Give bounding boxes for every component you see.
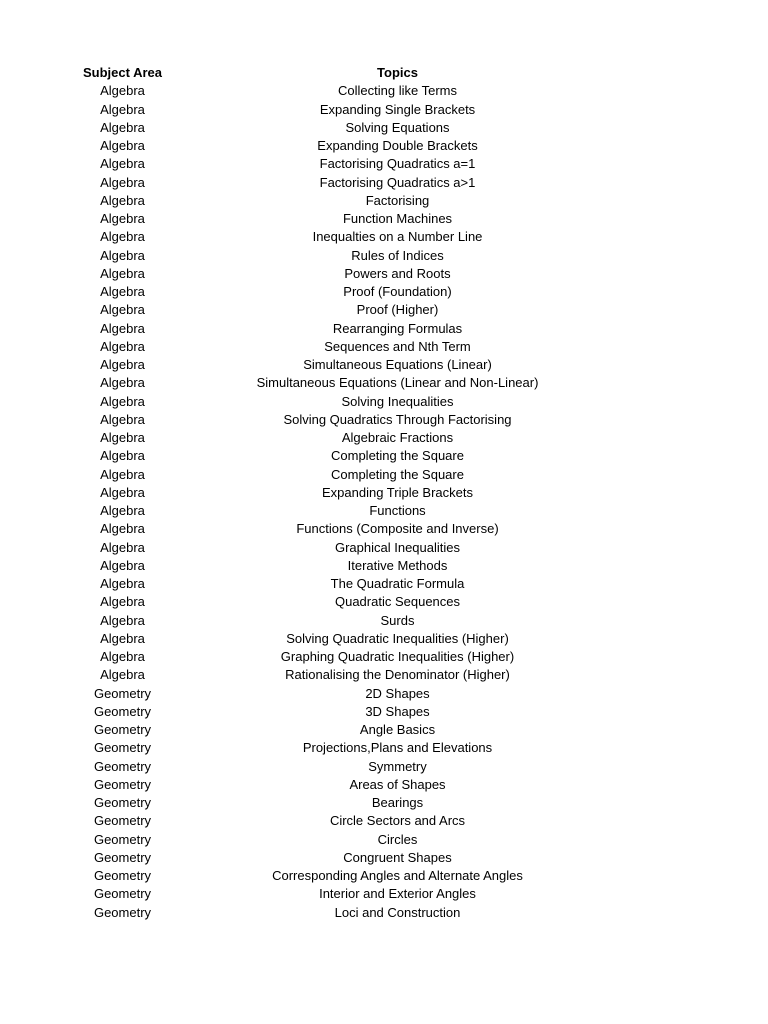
table-row	[0, 155, 768, 173]
subject-area-text: Algebra	[100, 612, 145, 628]
topic-cell	[245, 356, 768, 374]
subject-area-text: Algebra	[100, 156, 145, 172]
table-row	[0, 101, 768, 119]
topic-text: Factorising	[365, 192, 430, 208]
table-row	[0, 812, 768, 830]
subject-area-text: Geometry	[93, 722, 152, 737]
topic-text: Interior and Exterior Angles	[319, 886, 476, 902]
table-row	[0, 630, 768, 648]
subject-area-text: Algebra	[100, 557, 145, 573]
topic-cell	[245, 374, 768, 392]
table-row	[0, 411, 768, 429]
table-row	[0, 520, 768, 538]
topic-text: Simultaneous Equations (Linear and Non-Linear)	[256, 375, 539, 391]
subject-area-header-label: Subject Area	[83, 65, 162, 80]
topic-text: The Quadratic Formula	[330, 576, 465, 591]
subject-area-text: Algebra	[100, 229, 145, 245]
topics-sheet	[0, 64, 768, 922]
table-row	[0, 849, 768, 867]
topic-text: Rules of Indices	[351, 247, 444, 263]
subject-area-text: Geometry	[93, 776, 152, 792]
topic-cell	[245, 867, 768, 885]
table-row	[0, 283, 768, 301]
topic-text: Bearings	[371, 795, 424, 810]
table-row	[0, 338, 768, 356]
topic-text: Expanding Double Brackets	[317, 138, 478, 153]
subject-area-text: Algebra	[100, 284, 145, 299]
topic-text: 2D Shapes	[365, 685, 430, 701]
topic-cell	[245, 119, 768, 137]
table-row	[0, 831, 768, 849]
table-row	[0, 685, 768, 703]
topic-text: Graphical Inequalities	[334, 539, 461, 555]
subject-area-text: Algebra	[100, 265, 145, 281]
topic-cell	[245, 301, 768, 319]
topic-cell	[245, 885, 768, 903]
topic-cell	[245, 703, 768, 721]
topic-cell	[245, 849, 768, 867]
subject-area-text: Algebra	[100, 247, 145, 263]
topic-cell	[245, 794, 768, 812]
topic-text: Corresponding Angles and Alternate Angles	[272, 868, 523, 883]
subject-area-text: Algebra	[100, 83, 145, 99]
topic-text: Areas of Shapes	[349, 776, 446, 792]
topics-table	[0, 64, 768, 922]
topic-text: Simultaneous Equations (Linear)	[303, 357, 492, 372]
topic-text: Inequalties on a Number Line	[312, 229, 483, 245]
topic-cell	[245, 812, 768, 830]
topic-text: Quadratic Sequences	[334, 594, 461, 610]
topic-text: Angle Basics	[359, 722, 436, 737]
topic-text: Proof (Higher)	[356, 302, 439, 318]
table-row	[0, 301, 768, 319]
topic-text: Rationalising the Denominator (Higher)	[285, 667, 510, 683]
topic-cell	[245, 685, 768, 703]
topic-text: Loci and Construction	[334, 904, 461, 920]
table-row	[0, 703, 768, 721]
topic-cell	[245, 831, 768, 849]
topic-cell	[245, 520, 768, 538]
subject-area-text: Geometry	[93, 868, 152, 883]
topic-text: Proof (Foundation)	[343, 284, 452, 299]
subject-area-text: Geometry	[93, 685, 152, 701]
subject-area-text: Geometry	[93, 849, 152, 865]
subject-area-text: Geometry	[93, 904, 152, 920]
table-row	[0, 721, 768, 739]
topic-cell	[245, 192, 768, 210]
topic-cell	[245, 429, 768, 447]
table-row	[0, 228, 768, 246]
topic-cell	[245, 137, 768, 155]
topic-text: Completing the Square	[331, 448, 464, 464]
topic-text: Factorising Quadratics a>1	[319, 174, 476, 190]
subject-area-text: Algebra	[100, 211, 145, 226]
table-row	[0, 539, 768, 557]
topic-cell	[245, 612, 768, 630]
subject-area-text: Algebra	[100, 484, 145, 500]
topic-cell	[245, 411, 768, 429]
table-row	[0, 447, 768, 465]
topic-text: Expanding Triple Brackets	[321, 484, 474, 500]
table-row	[0, 904, 768, 922]
topic-text: Circle Sectors and Arcs	[329, 813, 466, 829]
topics-header-label: Topics	[377, 65, 418, 80]
subject-area-text: Algebra	[100, 649, 145, 664]
topic-cell	[245, 338, 768, 356]
table-row	[0, 320, 768, 338]
subject-area-text: Algebra	[100, 539, 145, 555]
topic-text: Functions (Composite and Inverse)	[296, 521, 499, 537]
topic-cell	[245, 174, 768, 192]
subject-area-text: Algebra	[100, 667, 145, 683]
topic-cell	[245, 904, 768, 922]
table-row	[0, 192, 768, 210]
subject-area-text: Geometry	[93, 886, 152, 902]
subject-area-text: Algebra	[100, 119, 145, 135]
topic-text: Projections,Plans and Elevations	[302, 740, 493, 756]
topic-text: Powers and Roots	[344, 265, 451, 281]
topic-cell	[245, 630, 768, 648]
topic-cell	[245, 484, 768, 502]
topics-table-body	[0, 82, 768, 922]
topics-header	[245, 64, 768, 82]
subject-area-text: Algebra	[100, 393, 145, 409]
topic-text: Sequences and Nth Term	[324, 338, 471, 354]
table-row	[0, 557, 768, 575]
subject-area-text: Algebra	[100, 576, 145, 591]
subject-area-text: Geometry	[93, 740, 152, 756]
topic-cell	[245, 247, 768, 265]
table-row	[0, 593, 768, 611]
table-row	[0, 393, 768, 411]
table-row	[0, 502, 768, 520]
topic-cell	[245, 466, 768, 484]
table-row	[0, 374, 768, 392]
subject-area-text: Algebra	[100, 411, 145, 427]
topic-text: Solving Equations	[345, 119, 450, 135]
table-row	[0, 247, 768, 265]
topic-text: Surds	[380, 612, 415, 628]
subject-area-text: Algebra	[100, 101, 145, 117]
subject-area-text: Algebra	[100, 138, 145, 153]
subject-area-text: Algebra	[100, 503, 145, 518]
topic-text: 3D Shapes	[365, 703, 430, 719]
topic-text: Expanding Single Brackets	[319, 101, 476, 117]
topic-cell	[245, 320, 768, 338]
topic-text: Congruent Shapes	[343, 849, 452, 865]
table-row	[0, 484, 768, 502]
subject-area-text: Geometry	[93, 831, 152, 847]
table-row	[0, 666, 768, 684]
topic-text: Iterative Methods	[347, 557, 448, 573]
topic-cell	[245, 575, 768, 593]
table-row	[0, 776, 768, 794]
subject-area-text: Algebra	[100, 192, 145, 208]
topic-cell	[245, 776, 768, 794]
table-row	[0, 265, 768, 283]
topic-text: Algebraic Fractions	[341, 430, 454, 445]
topic-cell	[245, 648, 768, 666]
subject-area-text: Algebra	[100, 430, 145, 445]
topic-cell	[245, 502, 768, 520]
table-row	[0, 648, 768, 666]
table-row	[0, 466, 768, 484]
subject-area-text: Algebra	[100, 594, 145, 610]
table-row	[0, 119, 768, 137]
table-row	[0, 739, 768, 757]
subject-area-text: Algebra	[100, 338, 145, 354]
topic-cell	[245, 228, 768, 246]
subject-area-text: Algebra	[100, 630, 145, 646]
topic-text: Factorising Quadratics a=1	[319, 156, 476, 172]
topic-text: Completing the Square	[331, 466, 464, 482]
subject-area-text: Algebra	[100, 357, 145, 372]
topic-cell	[245, 283, 768, 301]
topic-cell	[245, 739, 768, 757]
topic-text: Functions	[369, 503, 426, 518]
topic-text: Function Machines	[342, 211, 453, 226]
topic-text: Collecting like Terms	[338, 83, 457, 99]
topic-text: Solving Quadratics Through Factorising	[283, 411, 512, 427]
topic-text: Graphing Quadratic Inequalities (Higher)	[280, 649, 515, 664]
subject-area-text: Algebra	[100, 375, 145, 391]
topic-cell	[245, 557, 768, 575]
subject-area-text: Algebra	[100, 174, 145, 190]
topic-cell	[245, 666, 768, 684]
table-row	[0, 575, 768, 593]
subject-area-text: Geometry	[93, 813, 152, 829]
topic-cell	[245, 758, 768, 776]
subject-area-text: Algebra	[100, 521, 145, 537]
topic-cell	[245, 447, 768, 465]
topic-cell	[245, 210, 768, 228]
table-row	[0, 885, 768, 903]
subject-area-text: Geometry	[93, 795, 152, 810]
topic-cell	[245, 155, 768, 173]
table-row	[0, 612, 768, 630]
topic-cell	[245, 721, 768, 739]
topic-text: Solving Inequalities	[341, 393, 454, 409]
topic-cell	[245, 265, 768, 283]
subject-area-text: Geometry	[93, 703, 152, 719]
topic-text: Solving Quadratic Inequalities (Higher)	[286, 630, 509, 646]
subject-area-text: Algebra	[100, 302, 145, 318]
topic-text: Rearranging Formulas	[332, 320, 463, 336]
topic-text: Circles	[377, 831, 418, 847]
table-row	[0, 758, 768, 776]
table-row	[0, 794, 768, 812]
table-row	[0, 137, 768, 155]
topic-cell	[245, 539, 768, 557]
header-row	[0, 64, 768, 82]
topic-cell	[245, 593, 768, 611]
topic-cell	[245, 101, 768, 119]
table-row	[0, 82, 768, 100]
table-row	[0, 174, 768, 192]
topic-cell	[245, 393, 768, 411]
subject-area-text: Algebra	[100, 320, 145, 336]
subject-area-text: Geometry	[93, 758, 152, 774]
table-row	[0, 429, 768, 447]
topic-cell	[245, 82, 768, 100]
subject-area-text: Algebra	[100, 448, 145, 464]
topic-text: Symmetry	[368, 758, 427, 774]
table-row	[0, 867, 768, 885]
table-row	[0, 210, 768, 228]
table-row	[0, 356, 768, 374]
subject-area-text: Algebra	[100, 466, 145, 482]
